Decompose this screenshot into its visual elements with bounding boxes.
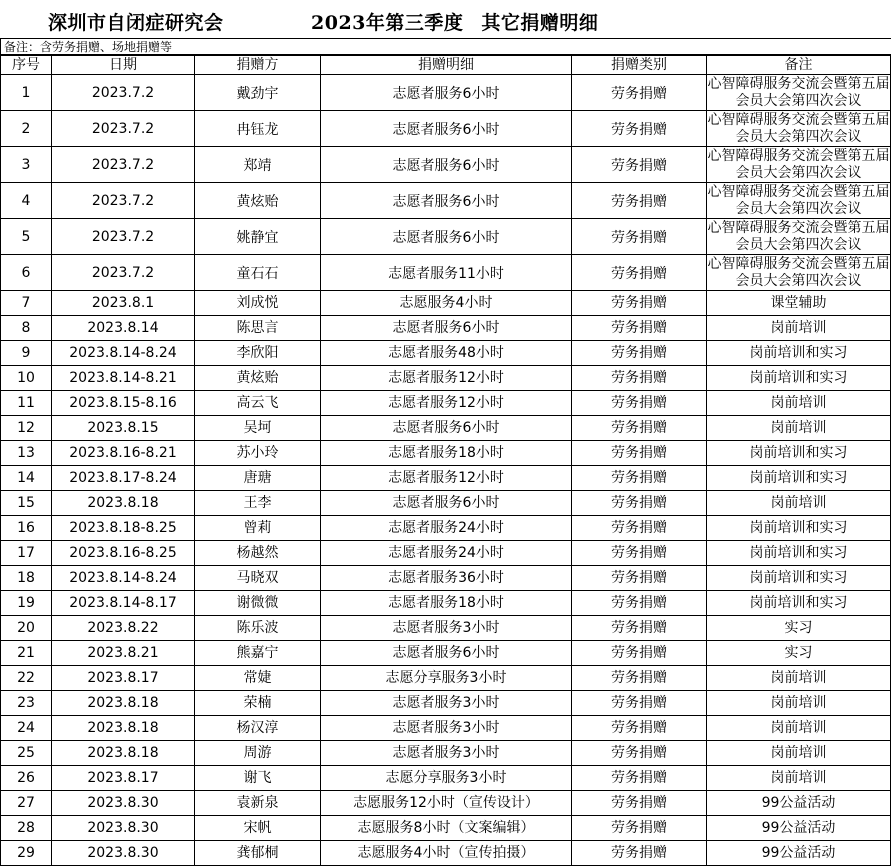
table-row — [1, 466, 891, 491]
row-date-cell: 2023.7.2 — [52, 219, 195, 255]
table-row — [1, 291, 891, 316]
row-detail-cell: 志愿者服务6小时 — [321, 316, 572, 341]
row-type-cell: 劳务捐赠 — [572, 616, 707, 641]
row-type-cell: 劳务捐赠 — [572, 791, 707, 816]
row-donor-cell: 杨越然 — [195, 541, 321, 566]
row-no-cell: 1 — [1, 75, 52, 111]
row-remark-cell: 实习 — [707, 641, 891, 666]
row-detail-cell: 志愿者服务3小时 — [321, 616, 572, 641]
row-donor-cell: 吴坷 — [195, 416, 321, 441]
row-date-cell: 2023.8.22 — [52, 616, 195, 641]
org-name: 深圳市自闭症研究会 — [48, 12, 224, 34]
document-title — [0, 0, 891, 38]
row-type-cell: 劳务捐赠 — [572, 591, 707, 616]
row-no-cell: 25 — [1, 741, 52, 766]
row-remark-cell: 岗前培训 — [707, 766, 891, 791]
row-donor-cell: 杨汉淳 — [195, 716, 321, 741]
row-donor-cell: 宋帆 — [195, 816, 321, 841]
row-date-cell: 2023.8.15-8.16 — [52, 391, 195, 416]
header-detail: 捐赠明细 — [321, 56, 572, 75]
row-date-cell: 2023.8.30 — [52, 841, 195, 866]
row-detail-cell: 志愿者服务48小时 — [321, 341, 572, 366]
row-detail-cell: 志愿者服务18小时 — [321, 441, 572, 466]
row-remark-cell: 岗前培训 — [707, 691, 891, 716]
row-no-cell: 12 — [1, 416, 52, 441]
table-body — [1, 75, 891, 866]
row-detail-cell: 志愿服务4小时（宣传拍摄） — [321, 841, 572, 866]
header-donor: 捐赠方 — [195, 56, 321, 75]
row-donor-cell: 姚静宜 — [195, 219, 321, 255]
row-no-cell: 15 — [1, 491, 52, 516]
row-no-cell: 22 — [1, 666, 52, 691]
row-type-cell: 劳务捐赠 — [572, 441, 707, 466]
row-remark-cell: 心智障碍服务交流会暨第五届会员大会第四次会议 — [707, 255, 890, 289]
row-detail-cell: 志愿者服务6小时 — [321, 219, 572, 255]
row-donor-cell: 李欣阳 — [195, 341, 321, 366]
table-row — [1, 341, 891, 366]
table-row — [1, 841, 891, 866]
row-detail-cell: 志愿者服务36小时 — [321, 566, 572, 591]
row-date-cell: 2023.8.18-8.25 — [52, 516, 195, 541]
table-row — [1, 741, 891, 766]
row-detail-cell: 志愿者服务12小时 — [321, 366, 572, 391]
row-remark-cell: 心智障碍服务交流会暨第五届会员大会第四次会议 — [707, 111, 890, 145]
row-type-cell: 劳务捐赠 — [572, 716, 707, 741]
header-row — [1, 56, 891, 75]
row-remark-cell: 心智障碍服务交流会暨第五届会员大会第四次会议 — [707, 75, 890, 109]
row-donor-cell: 陈乐波 — [195, 616, 321, 641]
row-date-cell: 2023.8.30 — [52, 816, 195, 841]
row-date-cell: 2023.8.15 — [52, 416, 195, 441]
row-remark-cell: 心智障碍服务交流会暨第五届会员大会第四次会议 — [707, 219, 890, 253]
row-no-cell: 29 — [1, 841, 52, 866]
row-date-cell: 2023.7.2 — [52, 147, 195, 183]
row-date-cell: 2023.8.21 — [52, 641, 195, 666]
row-detail-cell: 志愿者服务6小时 — [321, 641, 572, 666]
row-donor-cell: 马晓双 — [195, 566, 321, 591]
table-row — [1, 791, 891, 816]
table-row — [1, 316, 891, 341]
row-detail-cell: 志愿者服务11小时 — [321, 255, 572, 291]
row-donor-cell: 周游 — [195, 741, 321, 766]
table-row — [1, 716, 891, 741]
row-donor-cell: 冉钰龙 — [195, 111, 321, 147]
row-no-cell: 2 — [1, 111, 52, 147]
row-date-cell: 2023.8.14 — [52, 316, 195, 341]
row-remark-cell: 岗前培训 — [707, 491, 891, 516]
row-no-cell: 14 — [1, 466, 52, 491]
row-no-cell: 17 — [1, 541, 52, 566]
row-donor-cell: 王李 — [195, 491, 321, 516]
table-row — [1, 416, 891, 441]
row-remark-cell: 99公益活动 — [707, 791, 891, 816]
row-remark-cell: 岗前培训和实习 — [707, 441, 891, 466]
row-remark-cell: 99公益活动 — [707, 816, 891, 841]
row-date-cell: 2023.7.2 — [52, 183, 195, 219]
table-row — [1, 391, 891, 416]
row-detail-cell: 志愿者服务3小时 — [321, 691, 572, 716]
row-remark-cell: 岗前培训和实习 — [707, 466, 891, 491]
row-donor-cell: 常婕 — [195, 666, 321, 691]
row-detail-cell: 志愿服务8小时（文案编辑） — [321, 816, 572, 841]
row-donor-cell: 熊嘉宁 — [195, 641, 321, 666]
row-remark-cell: 心智障碍服务交流会暨第五届会员大会第四次会议 — [707, 183, 890, 217]
row-no-cell: 24 — [1, 716, 52, 741]
table-row — [1, 591, 891, 616]
row-type-cell: 劳务捐赠 — [572, 841, 707, 866]
row-no-cell: 5 — [1, 219, 52, 255]
note-line: 备注：含劳务捐赠、场地捐赠等 — [0, 38, 891, 55]
header-date: 日期 — [52, 56, 195, 75]
table-row — [1, 441, 891, 466]
header-remark: 备注 — [707, 56, 891, 75]
row-donor-cell: 谢飞 — [195, 766, 321, 791]
table-row — [1, 219, 891, 255]
row-date-cell: 2023.8.30 — [52, 791, 195, 816]
table-row — [1, 766, 891, 791]
row-date-cell: 2023.8.1 — [52, 291, 195, 316]
report-period: 2023年第三季度 — [311, 12, 464, 34]
row-detail-cell: 志愿者服务6小时 — [321, 147, 572, 183]
row-donor-cell: 陈思言 — [195, 316, 321, 341]
row-donor-cell: 黄炫贻 — [195, 183, 321, 219]
header-no: 序号 — [1, 56, 52, 75]
row-detail-cell: 志愿者服务6小时 — [321, 183, 572, 219]
row-type-cell: 劳务捐赠 — [572, 219, 707, 255]
row-no-cell: 16 — [1, 516, 52, 541]
table-row — [1, 255, 891, 291]
donation-table — [0, 55, 891, 866]
row-remark-cell: 岗前培训 — [707, 316, 891, 341]
row-date-cell: 2023.8.14-8.21 — [52, 366, 195, 391]
row-remark-cell: 岗前培训 — [707, 416, 891, 441]
row-donor-cell: 刘成悦 — [195, 291, 321, 316]
row-date-cell: 2023.8.18 — [52, 691, 195, 716]
row-type-cell: 劳务捐赠 — [572, 741, 707, 766]
row-donor-cell: 荣楠 — [195, 691, 321, 716]
row-date-cell: 2023.7.2 — [52, 75, 195, 111]
row-no-cell: 28 — [1, 816, 52, 841]
report-subject: 其它捐赠明细 — [481, 12, 599, 34]
row-date-cell: 2023.8.18 — [52, 716, 195, 741]
row-type-cell: 劳务捐赠 — [572, 291, 707, 316]
report-period-subject — [311, 8, 598, 35]
row-detail-cell: 志愿者服务6小时 — [321, 111, 572, 147]
row-no-cell: 7 — [1, 291, 52, 316]
table-row — [1, 183, 891, 219]
row-type-cell: 劳务捐赠 — [572, 466, 707, 491]
row-type-cell: 劳务捐赠 — [572, 75, 707, 111]
row-date-cell: 2023.8.17-8.24 — [52, 466, 195, 491]
row-type-cell: 劳务捐赠 — [572, 366, 707, 391]
row-donor-cell: 戴劲宇 — [195, 75, 321, 111]
table-row — [1, 566, 891, 591]
row-date-cell: 2023.8.17 — [52, 666, 195, 691]
row-donor-cell: 苏小玲 — [195, 441, 321, 466]
row-no-cell: 19 — [1, 591, 52, 616]
table-row — [1, 541, 891, 566]
row-remark-cell: 岗前培训 — [707, 716, 891, 741]
row-donor-cell: 袁新泉 — [195, 791, 321, 816]
row-remark-cell: 实习 — [707, 616, 891, 641]
row-remark-cell: 岗前培训和实习 — [707, 366, 891, 391]
table-row — [1, 816, 891, 841]
row-type-cell: 劳务捐赠 — [572, 816, 707, 841]
row-detail-cell: 志愿者服务3小时 — [321, 741, 572, 766]
row-type-cell: 劳务捐赠 — [572, 566, 707, 591]
row-type-cell: 劳务捐赠 — [572, 666, 707, 691]
table-row — [1, 75, 891, 111]
row-type-cell: 劳务捐赠 — [572, 766, 707, 791]
row-no-cell: 27 — [1, 791, 52, 816]
row-type-cell: 劳务捐赠 — [572, 641, 707, 666]
row-donor-cell: 唐瑭 — [195, 466, 321, 491]
row-detail-cell: 志愿分享服务3小时 — [321, 766, 572, 791]
row-no-cell: 26 — [1, 766, 52, 791]
row-no-cell: 8 — [1, 316, 52, 341]
table-row — [1, 491, 891, 516]
row-detail-cell: 志愿者服务18小时 — [321, 591, 572, 616]
row-donor-cell: 郑靖 — [195, 147, 321, 183]
table-row — [1, 366, 891, 391]
table-row — [1, 691, 891, 716]
row-detail-cell: 志愿者服务12小时 — [321, 466, 572, 491]
row-type-cell: 劳务捐赠 — [572, 541, 707, 566]
row-remark-cell: 99公益活动 — [707, 841, 891, 866]
row-no-cell: 21 — [1, 641, 52, 666]
row-date-cell: 2023.7.2 — [52, 255, 195, 291]
row-detail-cell: 志愿者服务6小时 — [321, 416, 572, 441]
row-donor-cell: 高云飞 — [195, 391, 321, 416]
row-type-cell: 劳务捐赠 — [572, 491, 707, 516]
row-type-cell: 劳务捐赠 — [572, 416, 707, 441]
row-donor-cell: 黄炫贻 — [195, 366, 321, 391]
row-no-cell: 23 — [1, 691, 52, 716]
table-row — [1, 147, 891, 183]
row-remark-cell: 岗前培训和实习 — [707, 566, 891, 591]
row-type-cell: 劳务捐赠 — [572, 516, 707, 541]
row-detail-cell: 志愿者服务6小时 — [321, 491, 572, 516]
row-remark-cell: 岗前培训 — [707, 666, 891, 691]
row-date-cell: 2023.8.14-8.24 — [52, 566, 195, 591]
row-detail-cell: 志愿者服务24小时 — [321, 541, 572, 566]
row-detail-cell: 志愿者服务24小时 — [321, 516, 572, 541]
row-remark-cell: 岗前培训和实习 — [707, 341, 891, 366]
row-type-cell: 劳务捐赠 — [572, 316, 707, 341]
row-type-cell: 劳务捐赠 — [572, 255, 707, 291]
table-row — [1, 111, 891, 147]
table-row — [1, 666, 891, 691]
row-detail-cell: 志愿服务12小时（宣传设计） — [321, 791, 572, 816]
row-date-cell: 2023.7.2 — [52, 111, 195, 147]
row-detail-cell: 志愿分享服务3小时 — [321, 666, 572, 691]
row-date-cell: 2023.8.18 — [52, 741, 195, 766]
row-type-cell: 劳务捐赠 — [572, 111, 707, 147]
row-date-cell: 2023.8.16-8.21 — [52, 441, 195, 466]
row-donor-cell: 谢微微 — [195, 591, 321, 616]
row-remark-cell: 岗前培训 — [707, 391, 891, 416]
table-row — [1, 641, 891, 666]
row-no-cell: 20 — [1, 616, 52, 641]
row-type-cell: 劳务捐赠 — [572, 183, 707, 219]
row-date-cell: 2023.8.14-8.24 — [52, 341, 195, 366]
row-type-cell: 劳务捐赠 — [572, 147, 707, 183]
row-no-cell: 11 — [1, 391, 52, 416]
row-donor-cell: 曾莉 — [195, 516, 321, 541]
row-donor-cell: 龚郁桐 — [195, 841, 321, 866]
table-row — [1, 516, 891, 541]
row-detail-cell: 志愿者服务3小时 — [321, 716, 572, 741]
header-type: 捐赠类别 — [572, 56, 707, 75]
row-remark-cell: 岗前培训 — [707, 741, 891, 766]
row-no-cell: 13 — [1, 441, 52, 466]
row-no-cell: 9 — [1, 341, 52, 366]
row-remark-cell: 岗前培训和实习 — [707, 591, 891, 616]
row-remark-cell: 岗前培训和实习 — [707, 516, 891, 541]
row-detail-cell: 志愿者服务6小时 — [321, 75, 572, 111]
row-no-cell: 18 — [1, 566, 52, 591]
row-no-cell: 10 — [1, 366, 52, 391]
row-detail-cell: 志愿者服务12小时 — [321, 391, 572, 416]
row-date-cell: 2023.8.18 — [52, 491, 195, 516]
row-no-cell: 6 — [1, 255, 52, 291]
row-no-cell: 3 — [1, 147, 52, 183]
row-date-cell: 2023.8.17 — [52, 766, 195, 791]
table-row — [1, 616, 891, 641]
row-detail-cell: 志愿服务4小时 — [321, 291, 572, 316]
row-type-cell: 劳务捐赠 — [572, 391, 707, 416]
row-type-cell: 劳务捐赠 — [572, 691, 707, 716]
row-date-cell: 2023.8.14-8.17 — [52, 591, 195, 616]
row-no-cell: 4 — [1, 183, 52, 219]
row-remark-cell: 心智障碍服务交流会暨第五届会员大会第四次会议 — [707, 147, 890, 181]
row-remark-cell: 课堂辅助 — [707, 291, 891, 316]
row-remark-cell: 岗前培训和实习 — [707, 541, 891, 566]
row-type-cell: 劳务捐赠 — [572, 341, 707, 366]
row-donor-cell: 童石石 — [195, 255, 321, 291]
row-date-cell: 2023.8.16-8.25 — [52, 541, 195, 566]
